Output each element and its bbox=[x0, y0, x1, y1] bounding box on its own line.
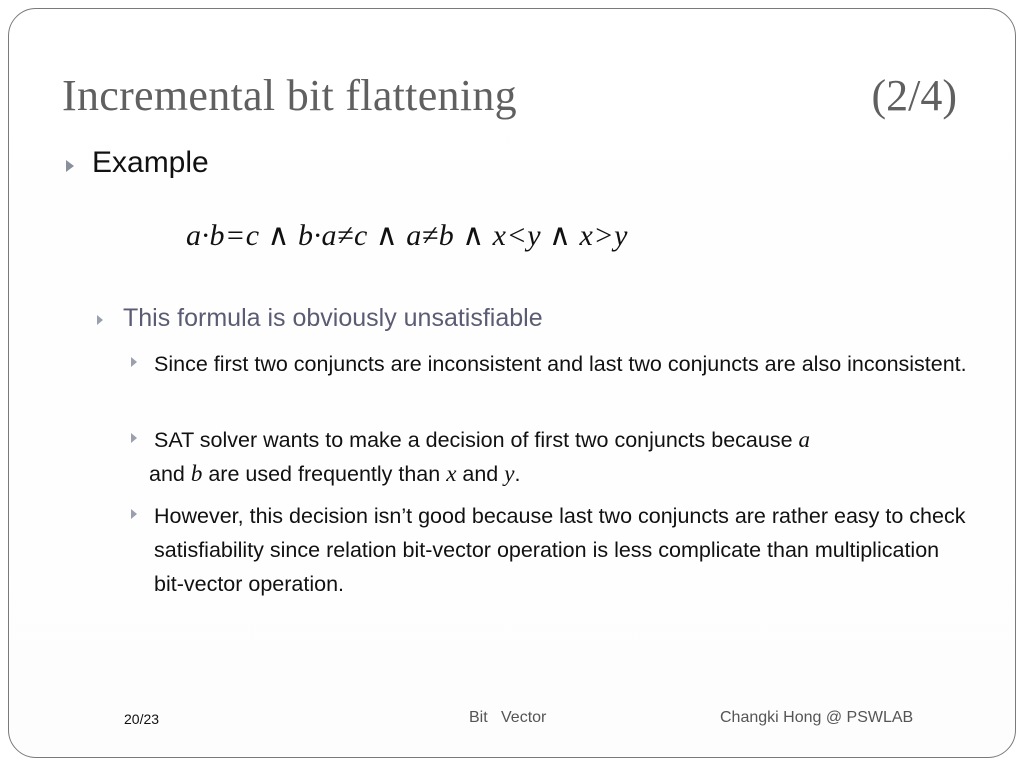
bullet-text-part: are used frequently than bbox=[202, 462, 447, 486]
math-variable: y bbox=[504, 461, 515, 486]
bullet-text-part: and bbox=[149, 462, 191, 486]
bullet-text-part: SAT solver wants to make a decision of first two conjuncts because bbox=[154, 428, 799, 452]
bullet-triangle-icon bbox=[66, 160, 74, 172]
footer-topic: Bit Vector bbox=[469, 709, 547, 726]
level3-bullet-text: Since first two conjuncts are inconsistent and last two conjuncts are also inconsistent. bbox=[154, 352, 967, 376]
formula: a·b=c ∧ b·a≠c ∧ a≠b ∧ x<y ∧ x>y bbox=[186, 219, 628, 252]
bullet-triangle-icon bbox=[97, 315, 103, 325]
footer-author: Changki Hong @ PSWLAB bbox=[720, 709, 914, 726]
slide-title-page: (2/4) bbox=[871, 71, 957, 120]
math-variable: b bbox=[190, 461, 203, 486]
level1-bullet-text: Example bbox=[92, 146, 209, 179]
bullet-triangle-icon bbox=[131, 509, 137, 519]
level3-bullet-text bbox=[149, 423, 974, 491]
level2-bullet-text: This formula is obviously unsatisfiable bbox=[123, 304, 543, 332]
bullet-text-part: . bbox=[514, 462, 521, 486]
bullet-triangle-icon bbox=[131, 433, 137, 443]
bullet-text-part: and bbox=[456, 462, 505, 486]
math-variable: x bbox=[446, 461, 457, 486]
bullet-triangle-icon bbox=[131, 357, 137, 367]
level3-bullet-text: However, this decision isn’t good because last two conjuncts are rather easy to check satisfiability since relation bit-vector operation is less complicate than multiplication bit-vector operation. bbox=[154, 504, 966, 596]
footer-page-number: 20/23 bbox=[124, 711, 160, 727]
math-variable: a bbox=[798, 427, 811, 452]
slide-title: Incremental bit flattening bbox=[62, 71, 517, 120]
